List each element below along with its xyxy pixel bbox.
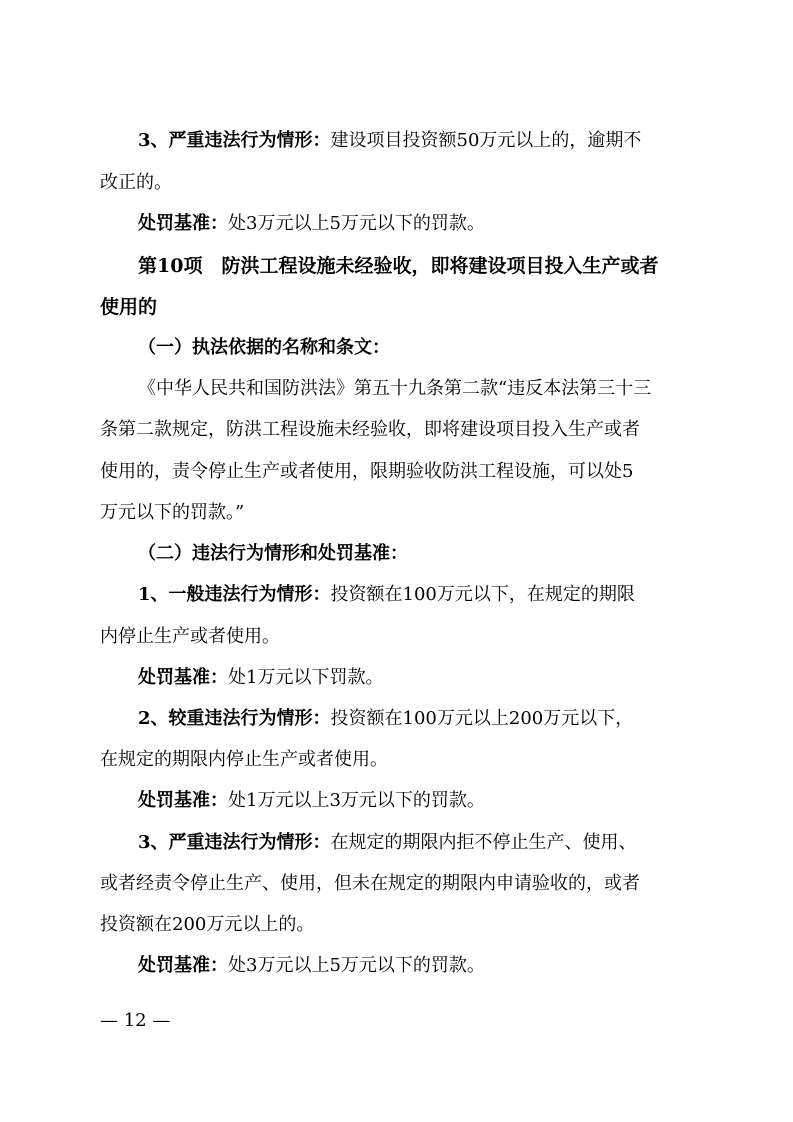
paragraph-severe-case-line1 xyxy=(138,130,641,152)
law-text-line3: 使用的，责令停止生产或者使用，限期验收防洪工程设施，可以处5 xyxy=(100,461,634,482)
law-text-line1: 《中华人民共和国防洪法》第五十九条第二款“违反本法第三十三 xyxy=(138,378,652,399)
penalty-text: 处3万元以上5万元以下的罚款。 xyxy=(228,955,485,976)
penalty-standard-case3 xyxy=(138,955,485,977)
page-number: — 12 — xyxy=(100,1010,171,1031)
section-cases-title: （二）违法行为情形和处罚基准： xyxy=(138,543,408,564)
penalty-label: 处罚基准： xyxy=(138,213,228,234)
case1-line2: 内停止生产或者使用。 xyxy=(100,626,280,647)
case3-line3: 投资额在200万元以上的。 xyxy=(100,914,315,935)
penalty-standard-case2 xyxy=(138,790,485,812)
severe-case-label: 3、严重违法行为情形： xyxy=(138,130,331,151)
penalty-label: 处罚基准： xyxy=(138,667,228,688)
case2-line1 xyxy=(138,708,633,730)
paragraph-severe-case-line2 xyxy=(100,172,172,194)
case3-text: 在规定的期限内拒不停止生产、使用、 xyxy=(330,832,637,853)
case3-line1 xyxy=(138,832,637,854)
item-heading-line2: 使用的 xyxy=(100,296,158,318)
penalty-standard-case1 xyxy=(138,667,383,689)
case1-text: 投资额在100万元以下，在规定的期限 xyxy=(330,584,635,605)
penalty-label: 处罚基准： xyxy=(138,955,228,976)
penalty-text: 处1万元以下罚款。 xyxy=(228,667,384,688)
case2-text: 投资额在100万元以上200万元以下， xyxy=(330,708,634,729)
law-text-line4: 万元以下的罚款。” xyxy=(100,502,245,523)
severe-case-continuation: 改正的。 xyxy=(100,172,172,193)
case3-line2: 或者经责令停止生产、使用，但未在规定的期限内申请验收的，或者 xyxy=(100,873,640,894)
item-heading-line1: 第10项 防洪工程设施未经验收，即将建设项目投入生产或者 xyxy=(138,255,659,277)
penalty-text: 处1万元以上3万元以下的罚款。 xyxy=(228,790,485,811)
case2-label: 2、较重违法行为情形： xyxy=(138,708,331,729)
penalty-standard-1 xyxy=(138,213,485,235)
penalty-label: 处罚基准： xyxy=(138,790,228,811)
case2-line2: 在规定的期限内停止生产或者使用。 xyxy=(100,749,388,770)
case3-label: 3、严重违法行为情形： xyxy=(138,832,331,853)
case1-line1 xyxy=(138,584,635,606)
severe-case-text: 建设项目投资额50万元以上的，逾期不 xyxy=(330,130,642,151)
law-text-line2: 条第二款规定，防洪工程设施未经验收，即将建设项目投入生产或者 xyxy=(100,419,640,440)
penalty-text: 处3万元以上5万元以下的罚款。 xyxy=(228,213,485,234)
case1-label: 1、一般违法行为情形： xyxy=(138,584,331,605)
section-legal-basis-title: （一）执法依据的名称和条文： xyxy=(138,337,390,358)
